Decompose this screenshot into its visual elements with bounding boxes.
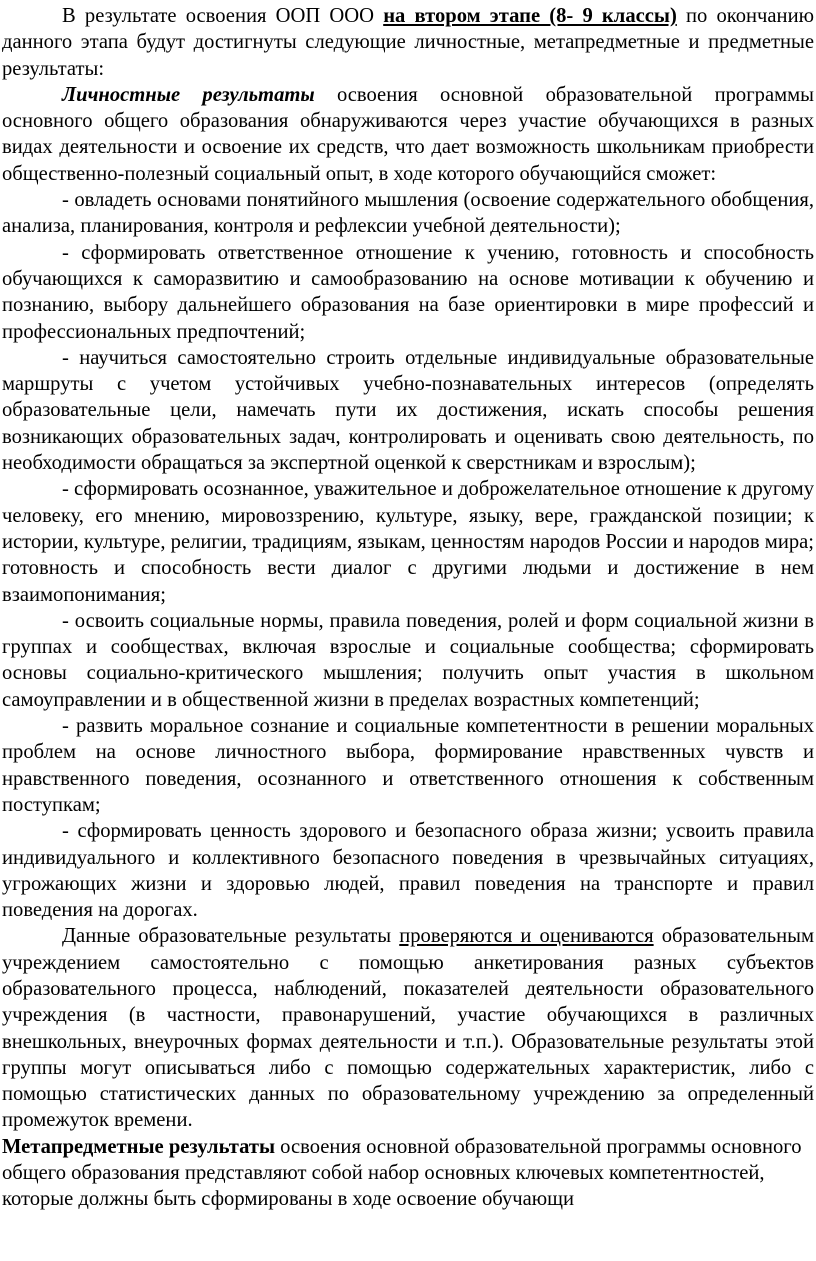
metasubject-results-text: освоения основной образовательной программы основного общего образования представляют собой набор основных ключевых компетентностей, которые должны быть сформированы в ходе освоение обучающи [2, 1135, 802, 1211]
personal-results-paragraph [2, 82, 814, 187]
list-item: - сформировать осознанное, уважительное и доброжелательное отношение к другому человеку, его мнению, мировоззрению, культуре, языку, вере, гражданской позиции; к истории, культуре, религии, традициям, языкам, ценностям народов России и народов мира; готовность и способность вести диалог с другими людьми и достижение в нем взаимопонимания; [2, 478, 814, 606]
intro-text-before: В результате освоения ООП ООО [62, 5, 384, 27]
assessment-text-after: образовательным учреждением самостоятельно с помощью анкетирования разных субъектов образовательного процесса, наблюдений, показателей деятельности образовательного учреждения (в частности, правонарушений, участие обучающихся в различных внешкольных, внеурочных формах деятельности и т.п.). Образовательные результаты этой группы могут описываться либо с помощью содержательных характеристик, либо с помощью статистических данных по образовательному учреждению за определенный промежуток времени. [2, 925, 814, 1132]
list-item: - овладеть основами понятийного мышления (освоение содержательного обобщения, анализа, планирования, контроля и рефлексии учебной деятельности); [2, 189, 814, 238]
document-page [2, 3, 814, 1213]
list-item: - сформировать ответственное отношение к учению, готовность и способность обучающихся к саморазвитию и самообразованию на основе мотивации к обучению и познанию, выбору дальнейшего образования на базе ориентировки в мире профессий и профессиональных предпочтений; [2, 241, 814, 343]
list-item: - освоить социальные нормы, правила поведения, ролей и форм социальной жизни в группах и сообществах, включая взрослые и социальные сообщества; сформировать основы социально-критического мышления; получить опыт участия в школьном самоуправлении и в общественной жизни в пределах возрастных компетенций; [2, 609, 814, 711]
list-item: - научиться самостоятельно строить отдельные индивидуальные образовательные маршруты с учетом устойчивых учебно-познавательных интересов (определять образовательные цели, намечать пути их достижения, искать способы решения возникающих образовательных задач, контролировать и оценивать свою деятельность, по необходимости обращаться за экспертной оценкой к сверстникам и взрослым); [2, 346, 814, 475]
assessment-underlined: проверяются и оцениваются [399, 925, 654, 948]
metasubject-results-heading: Метапредметные результаты [2, 1135, 276, 1158]
list-item: - сформировать ценность здорового и безопасного образа жизни; усвоить правила индивидуального и коллективного безопасного поведения в чрезвычайных ситуациях, угрожающих жизни и здоровью людей, правил поведения на транспорте и правил поведения на дорогах. [2, 820, 814, 922]
assessment-text-before: Данные образовательные результаты [62, 925, 400, 948]
assessment-paragraph [2, 923, 814, 1133]
personal-results-text: освоения основной образовательной программы основного общего образования обнаруживаются через участие обучающихся в разных видах деятельности и освоение их средств, что дает возможность школьникам приобрести общественно-полезный социальный опыт, в ходе которого обучающийся сможет: [2, 83, 815, 185]
personal-results-heading: Личностные результаты [62, 83, 315, 106]
intro-paragraph [2, 3, 814, 82]
stage-label: на втором этапе (8- 9 классы) [383, 5, 677, 27]
metasubject-results-paragraph [2, 1134, 814, 1213]
intro-text-after: по окончанию данного этапа будут достигнуты следующие личностные, метапредметные и предметные результаты: [2, 5, 814, 80]
list-item: - развить моральное сознание и социальные компетентности в решении моральных проблем на основе личностного выбора, формирование нравственных чувств и нравственного поведения, осознанного и ответственного отношения к собственным поступкам; [2, 715, 814, 816]
